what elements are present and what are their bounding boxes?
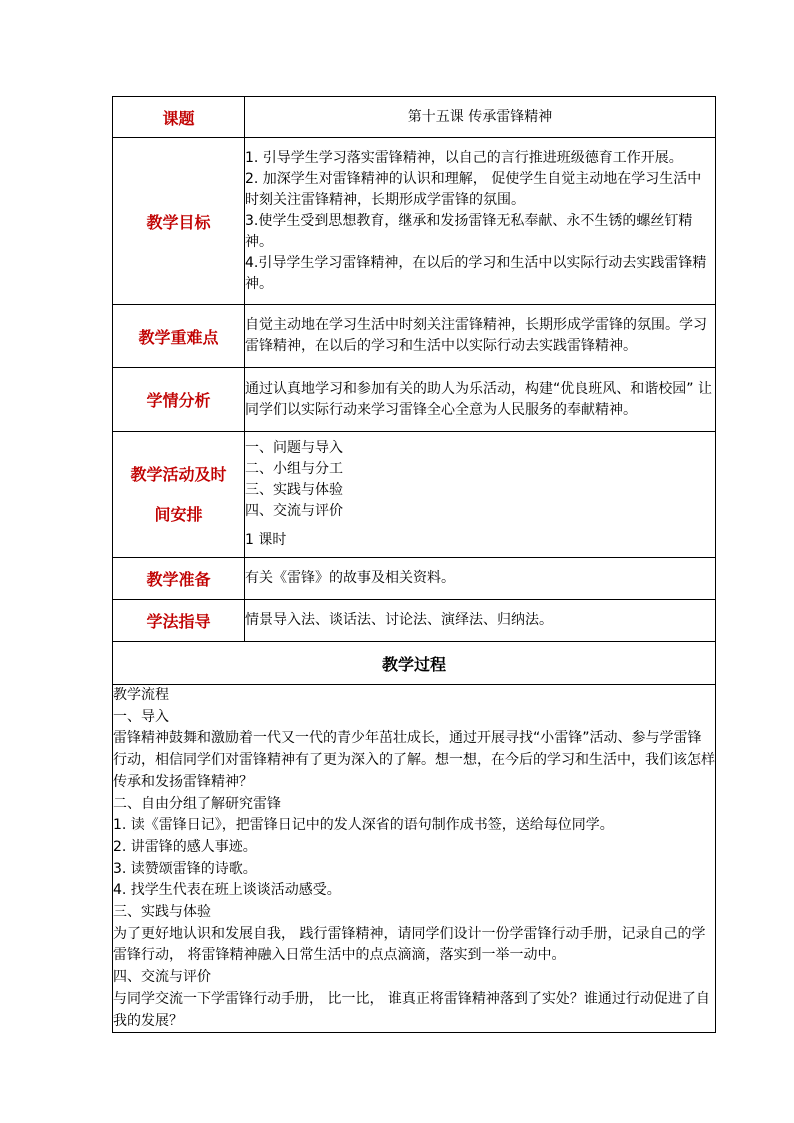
process-body-row xyxy=(113,685,716,1033)
lesson-plan-table xyxy=(112,96,716,1033)
process-line: 教学流程 xyxy=(113,687,169,703)
activity-item: 一、问题与导入 xyxy=(245,440,343,456)
preparation-value: 有关《雷锋》的故事及相关资料。 xyxy=(245,558,716,600)
activity-hours: 1 课时 xyxy=(245,532,287,548)
process-line: 四、交流与评价 xyxy=(113,969,211,986)
objectives-row xyxy=(113,138,716,305)
preparation-row xyxy=(113,558,716,600)
activities-label xyxy=(113,432,245,558)
key-points-value: 自觉主动地在学习生活中时刻关注雷锋精神，长期形成学雷锋的氛围。学习雷锋精神，在以后的学习和生活中以实际行动去实践雷锋精神。 xyxy=(245,305,716,368)
activities-value xyxy=(245,432,716,558)
objectives-label: 教学目标 xyxy=(113,138,245,305)
process-line: 三、实践与体验 xyxy=(113,904,211,921)
process-body xyxy=(113,685,716,1033)
key-points-row xyxy=(113,305,716,368)
analysis-row xyxy=(113,368,716,432)
objective-item: 2. 加深学生对雷锋精神的认识和理解， 促使学生自觉主动地在学习生活中时刻关注雷锋精神，长期形成学雷锋的氛围。 xyxy=(245,170,702,208)
process-line: 为了更好地认识和发展自我， 践行雷锋精神，请同学们设计一份学雷锋行动手册，记录自己的学雷锋行动， 将雷锋精神融入日常生活中的点点滴滴，落实到一举一动中。 xyxy=(113,925,706,964)
topic-value: 第十五课 传承雷锋精神 xyxy=(245,97,716,138)
preparation-label: 教学准备 xyxy=(113,558,245,600)
process-title: 教学过程 xyxy=(113,642,716,685)
activity-item: 二、小组与分工 xyxy=(245,461,343,477)
key-points-label: 教学重难点 xyxy=(113,305,245,368)
activity-item: 四、交流与评价 xyxy=(245,503,343,519)
methods-label: 学法指导 xyxy=(113,600,245,642)
objective-item: 4.引导学生学习雷锋精神，在以后的学习和生活中以实际行动去实践雷锋精神。 xyxy=(245,254,707,292)
topic-row xyxy=(113,97,716,138)
process-line: 4. 找学生代表在班上谈谈活动感受。 xyxy=(113,882,341,899)
activities-row xyxy=(113,432,716,558)
methods-value: 情景导入法、谈话法、讨论法、演绎法、归纳法。 xyxy=(245,600,716,642)
process-line: 3. 读赞颂雷锋的诗歌。 xyxy=(113,860,257,877)
objective-item: 3.使学生受到思想教育，继承和发扬雷锋无私奉献、永不生锈的螺丝钉精神。 xyxy=(245,212,693,250)
analysis-value: 通过认真地学习和参加有关的助人为乐活动，构建“优良班风、和谐校园” 让同学们以实际行动来学习雷锋全心全意为人民服务的奉献精神。 xyxy=(245,368,716,432)
activity-item: 三、实践与体验 xyxy=(245,482,343,498)
methods-row xyxy=(113,600,716,642)
process-line: 雷锋精神鼓舞和激励着一代又一代的青少年茁壮成长，通过开展寻找“小雷锋”活动、参与学雷锋行动，相信同学们对雷锋精神有了更为深入的了解。想一想，在今后的学习和生活中，我们该怎样传承和发扬雷锋精神？ xyxy=(113,730,715,790)
activities-label-line1: 教学活动及时 xyxy=(130,464,227,484)
process-line: 1. 读《雷锋日记》，把雷锋日记中的发人深省的语句制作成书签，送给每位同学。 xyxy=(113,817,614,834)
process-line: 一、导入 xyxy=(113,708,169,725)
process-line: 二、自由分组了解研究雷锋 xyxy=(113,795,281,812)
process-title-row xyxy=(113,642,716,685)
process-line: 与同学交流一下学雷锋行动手册， 比一比， 谁真正将雷锋精神落到了实处？谁通过行动促进了自我的发展？ xyxy=(113,990,710,1029)
objectives-value xyxy=(245,138,716,305)
process-line: 2. 讲雷锋的感人事迹。 xyxy=(113,838,257,855)
analysis-label: 学情分析 xyxy=(113,368,245,432)
objective-item: 1. 引导学生学习落实雷锋精神，以自己的言行推进班级德育工作开展。 xyxy=(245,149,683,166)
activities-label-line2: 间安排 xyxy=(154,504,203,524)
topic-label: 课题 xyxy=(113,97,245,138)
